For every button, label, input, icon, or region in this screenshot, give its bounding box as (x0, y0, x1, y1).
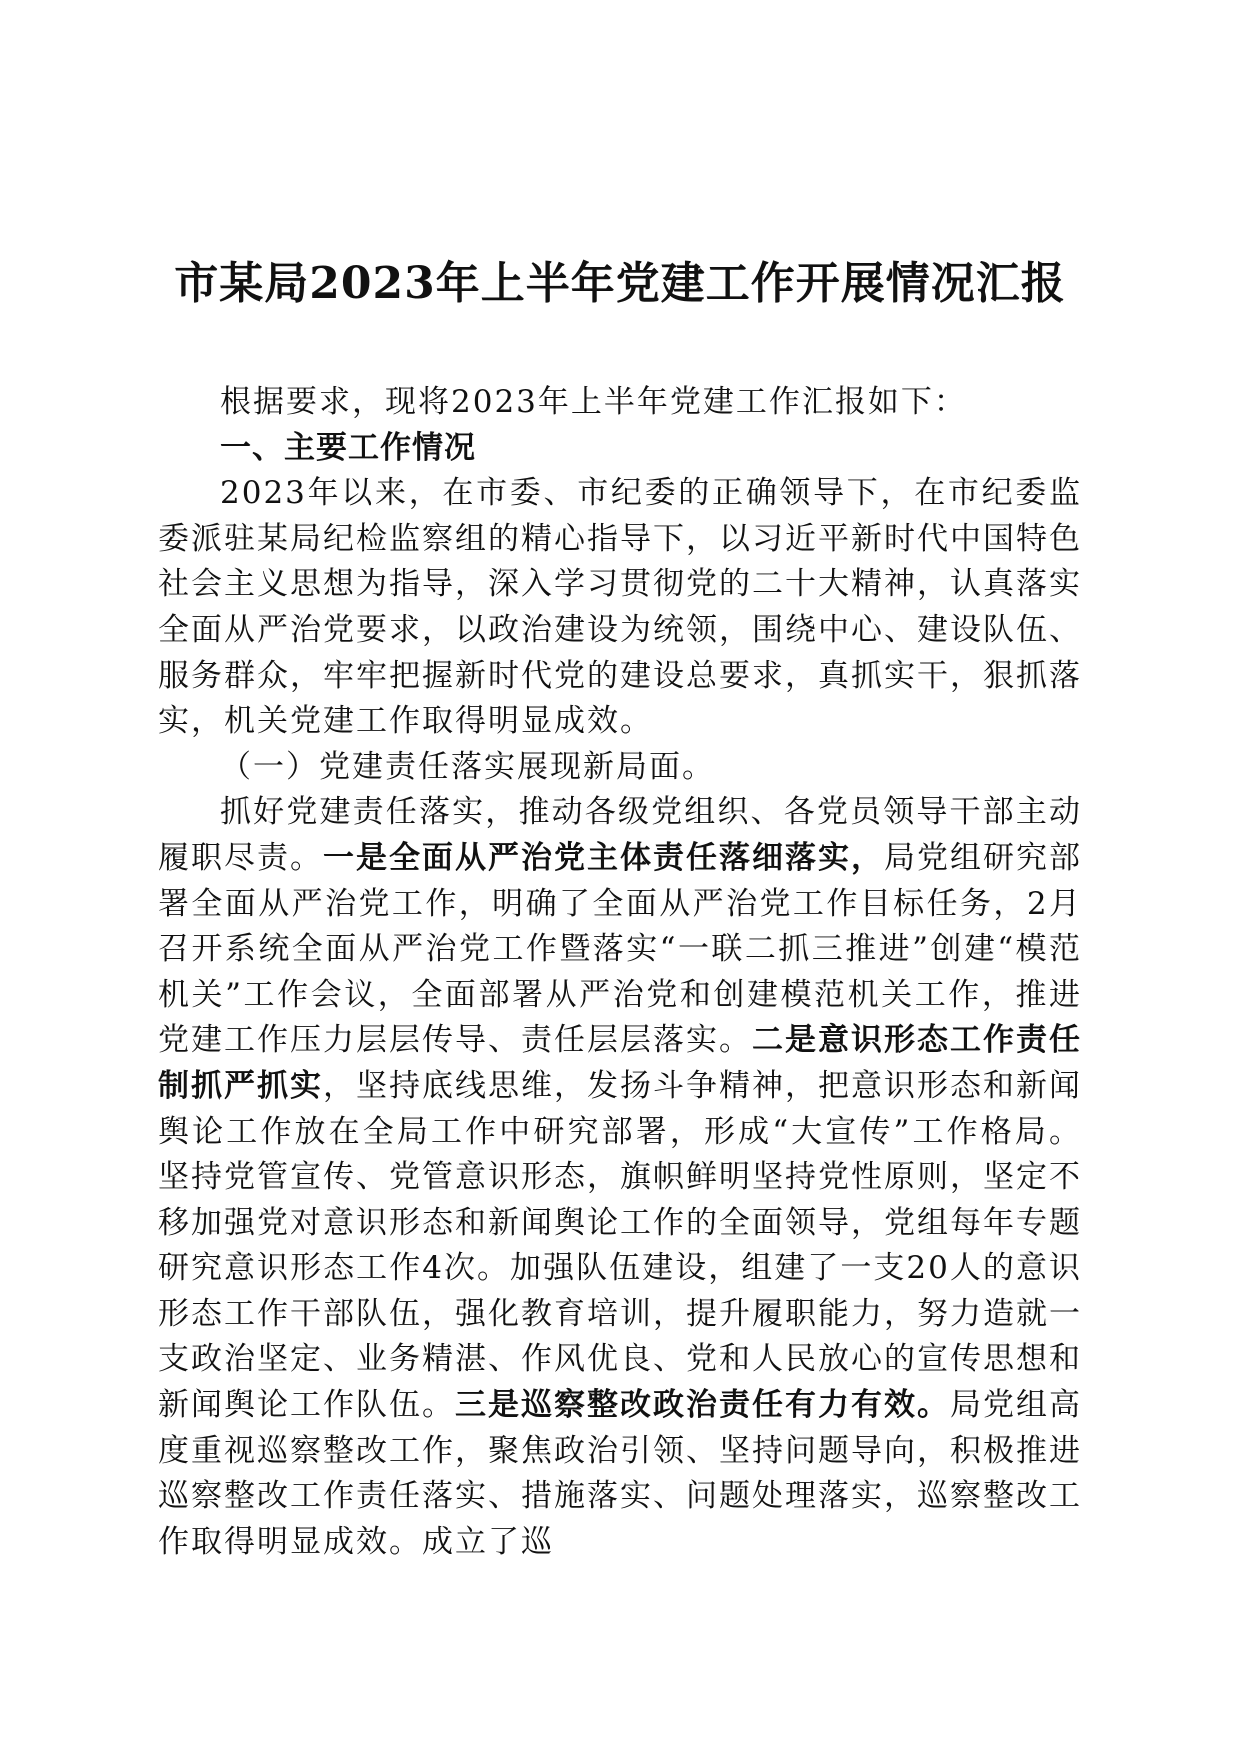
bold-point-one: 一是全面从严治党主体责任落细落实， (323, 839, 884, 876)
section-heading: 一、主要工作情况 (220, 429, 476, 466)
document-body (158, 380, 1082, 1565)
section-paragraph: 2023年以来，在市委、市纪委的正确领导下，在市纪委监委派驻某局纪检监察组的精心指导下，以习近平新时代中国特色社会主义思想为指导，深入学习贯彻党的二十大精神，认真落实全面从严治党要求，以政治建设为统领，围绕中心、建设队伍、服务群众，牢牢把握新时代党的建设总要求，真抓实干，狠抓落实，机关党建工作取得明显成效。 (158, 475, 1082, 740)
paragraph-text: ，坚持底线思维，发扬斗争精神，把意识形态和新闻舆论工作放在全局工作中研究部署，形成“大宣传”工作格局。坚持党管宣传、党管意识形态，旗帜鲜明坚持党性原则，坚定不移加强党对意识形态和新闻舆论工作的全面领导，党组每年专题研究意识形态工作4次。加强队伍建设，组建了一支20人的意识形态工作干部队伍，强化教育培训，提升履职能力，努力造就一支政治坚定、业务精湛、作风优良、党和人民放心的宣传思想和新闻舆论工作队伍。 (158, 1067, 1082, 1424)
bold-point-two: 二是意识形态工作责任制抓严抓实 (158, 1022, 1082, 1104)
responsibility-paragraph (158, 790, 1082, 1565)
paragraph-text: 抓好党建责任落实，推动各级党组织、各党员领导干部主动履职尽责。 (158, 794, 1082, 876)
subsection-heading: （一）党建责任落实展现新局面。 (220, 748, 715, 785)
document-title: 市某局2023年上半年党建工作开展情况汇报 (174, 258, 1066, 309)
paragraph-text: 局党组高度重视巡察整改工作，聚焦政治引领、坚持问题导向，积极推进巡察整改工作责任落实、措施落实、问题处理落实，巡察整改工作取得明显成效。成立了巡 (158, 1387, 1082, 1560)
intro-paragraph: 根据要求，现将2023年上半年党建工作汇报如下： (220, 384, 967, 420)
bold-point-three: 三是巡察整改政治责任有力有效。 (455, 1387, 950, 1424)
paragraph-text: 局党组研究部署全面从严治党工作，明确了全面从严治党工作目标任务，2月召开系统全面从严治党工作暨落实“一联二抓三推进”创建“模范机关”工作会议，全面部署从严治党和创建模范机关工作，推进党建工作压力层层传导、责任层层落实。 (158, 839, 1082, 1059)
